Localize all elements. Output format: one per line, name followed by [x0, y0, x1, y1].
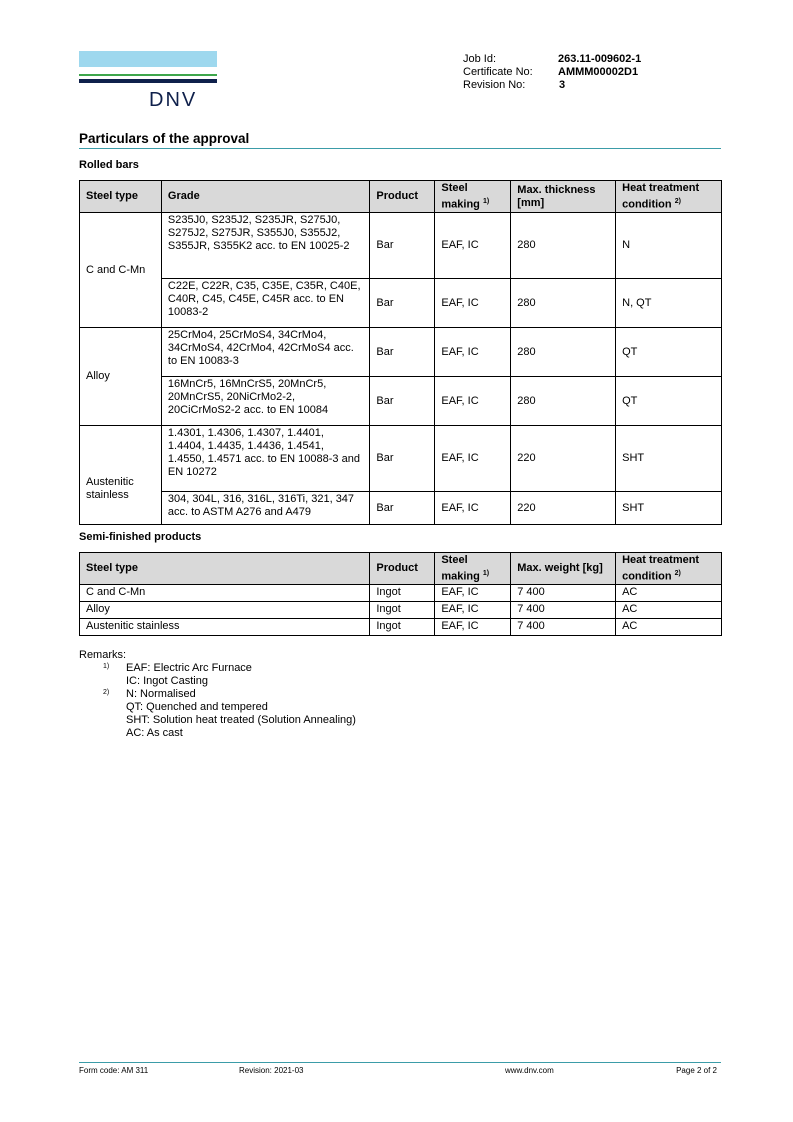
rolled-bars-title: Rolled bars: [79, 159, 139, 171]
certificate-header: [463, 53, 641, 92]
certificate-value: AMMM00002D1: [558, 66, 639, 78]
steel-type-cell: Alloy: [80, 328, 162, 426]
table-row: [80, 585, 722, 602]
remark-item: [79, 714, 356, 727]
max-weight-cell: 7 400: [511, 585, 616, 602]
remark-mark: [79, 701, 126, 714]
footer-revision: Revision: 2021-03: [239, 1066, 304, 1075]
remarks: [79, 649, 356, 740]
footer-form-code: Form code: AM 311: [79, 1066, 149, 1075]
table-row: [80, 426, 722, 492]
steel-type-cell: C and C-Mn: [80, 585, 370, 602]
product-cell: Bar: [370, 377, 435, 426]
table-row: [80, 619, 722, 636]
table-header-row: [80, 553, 722, 585]
max-thickness-cell: 280: [511, 377, 616, 426]
footnote-ref: 1): [482, 569, 490, 577]
steel-making-cell: EAF, IC: [435, 426, 511, 492]
remark-mark: [79, 727, 126, 740]
remark-mark: 1): [103, 663, 110, 670]
section-title: Particulars of the approval: [79, 131, 721, 149]
max-thickness-cell: 280: [511, 279, 616, 328]
steel-type-cell: C and C-Mn: [80, 213, 162, 328]
header-product: Product: [370, 553, 435, 585]
header-max-weight: Max. weight [kg]: [511, 553, 616, 585]
logo-bar-navy: [79, 79, 217, 83]
job-id-label: Job Id:: [463, 53, 497, 65]
product-cell: Ingot: [370, 585, 435, 602]
grade-cell: 16MnCr5, 16MnCrS5, 20MnCr5, 20MnCrS5, 20NiCrMo2-2, 20CiCrMoS2-2 acc. to EN 10084: [161, 377, 370, 426]
steel-making-cell: EAF, IC: [435, 213, 511, 279]
table-row: [80, 328, 722, 377]
page-footer: [79, 1062, 721, 1075]
revision-label: Revision No:: [463, 79, 526, 91]
max-weight-cell: 7 400: [511, 619, 616, 636]
header-steel-making-label: Steel making: [441, 181, 480, 211]
steel-making-cell: EAF, IC: [435, 492, 511, 525]
max-thickness-cell: 280: [511, 328, 616, 377]
max-thickness-cell: 220: [511, 426, 616, 492]
product-cell: Bar: [370, 492, 435, 525]
product-cell: Ingot: [370, 619, 435, 636]
semi-finished-title: Semi-finished products: [79, 531, 202, 543]
grade-cell: 1.4301, 1.4306, 1.4307, 1.4401, 1.4404, 1.4435, 1.4436, 1.4541, 1.4550, 1.4571 acc. to EN 10088-3 and EN 10272: [161, 426, 370, 492]
steel-making-cell: EAF, IC: [435, 619, 511, 636]
table-row: [80, 279, 722, 328]
logo-wordmark: DNV: [149, 89, 198, 111]
steel-type-cell: Austenitic stainless: [80, 619, 370, 636]
remark-text: N: Normalised: [126, 688, 196, 700]
heat-treatment-cell: AC: [616, 619, 722, 636]
remark-text: IC: Ingot Casting: [126, 675, 208, 687]
product-cell: Bar: [370, 426, 435, 492]
footnote-ref: 2): [674, 569, 681, 577]
heat-treatment-cell: N, QT: [616, 279, 722, 328]
header-heat-treatment: [616, 181, 722, 213]
revision-value: 3: [559, 79, 566, 91]
max-thickness-cell: 280: [511, 213, 616, 279]
table-row: [80, 377, 722, 426]
header-steel-type: Steel type: [80, 181, 162, 213]
heat-treatment-cell: QT: [616, 328, 722, 377]
footnote-ref: 2): [674, 197, 681, 205]
heat-treatment-cell: N: [616, 213, 722, 279]
job-id-row: [463, 53, 641, 66]
product-cell: Ingot: [370, 602, 435, 619]
revision-row: [463, 79, 641, 92]
max-thickness-cell: 220: [511, 492, 616, 525]
steel-making-cell: EAF, IC: [435, 328, 511, 377]
remark-item: [79, 662, 356, 675]
remark-item: [79, 701, 356, 714]
heat-treatment-cell: SHT: [616, 426, 722, 492]
footer-website[interactable]: www.dnv.com: [505, 1066, 554, 1075]
steel-making-cell: EAF, IC: [435, 585, 511, 602]
max-weight-cell: 7 400: [511, 602, 616, 619]
steel-making-cell: EAF, IC: [435, 377, 511, 426]
remark-text: AC: As cast: [126, 727, 183, 739]
header-steel-making: [435, 553, 511, 585]
remark-text: EAF: Electric Arc Furnace: [126, 662, 252, 674]
dnv-logo: [79, 51, 217, 111]
header-steel-type: Steel type: [80, 553, 370, 585]
header-heat-treatment-label: Heat treatment condition: [622, 553, 700, 583]
product-cell: Bar: [370, 279, 435, 328]
header-heat-treatment-label: Heat treatment condition: [622, 181, 700, 211]
grade-cell: 25CrMo4, 25CrMoS4, 34CrMo4, 34CrMoS4, 42CrMo4, 42CrMoS4 acc. to EN 10083-3: [161, 328, 370, 377]
table-row: [80, 602, 722, 619]
logo-bar-light: [79, 51, 217, 67]
grade-cell: S235J0, S235J2, S235JR, S275J0, S275J2, S275JR, S355J0, S355J2, S355JR, S355K2 acc. to EN 10025-2: [161, 213, 370, 279]
certificate-row: [463, 66, 641, 79]
remark-item: [79, 688, 356, 701]
remark-mark: 2): [103, 689, 110, 696]
remark-item: [79, 675, 356, 688]
remark-item: [79, 727, 356, 740]
footer-page-number: Page 2 of 2: [676, 1066, 717, 1075]
grade-cell: 304, 304L, 316, 316L, 316Ti, 321, 347 acc. to ASTM A276 and A479: [161, 492, 370, 525]
remark-mark: [79, 714, 126, 727]
grade-cell: C22E, C22R, C35, C35E, C35R, C40E, C40R, C45, C45E, C45R acc. to EN 10083-2: [161, 279, 370, 328]
steel-type-cell: Alloy: [80, 602, 370, 619]
header-max-thickness: Max. thickness [mm]: [511, 181, 616, 213]
rolled-bars-table: [79, 180, 722, 525]
heat-treatment-cell: AC: [616, 585, 722, 602]
header-heat-treatment: [616, 553, 722, 585]
table-header-row: [80, 181, 722, 213]
product-cell: Bar: [370, 328, 435, 377]
remark-text: SHT: Solution heat treated (Solution Annealing): [126, 714, 356, 726]
heat-treatment-cell: SHT: [616, 492, 722, 525]
steel-making-cell: EAF, IC: [435, 602, 511, 619]
footnote-ref: 1): [482, 197, 490, 205]
header-steel-making: [435, 181, 511, 213]
heat-treatment-cell: AC: [616, 602, 722, 619]
remark-text: QT: Quenched and tempered: [126, 701, 268, 713]
job-id-value: 263.11-009602-1: [558, 53, 642, 65]
product-cell: Bar: [370, 213, 435, 279]
steel-type-cell: Austenitic stainless: [80, 426, 162, 525]
header-product: Product: [370, 181, 435, 213]
header-grade: Grade: [161, 181, 370, 213]
remark-mark: [79, 675, 126, 688]
remarks-title: Remarks:: [79, 649, 127, 661]
certificate-label: Certificate No:: [463, 66, 533, 78]
semi-finished-table: [79, 552, 722, 636]
steel-making-cell: EAF, IC: [435, 279, 511, 328]
heat-treatment-cell: QT: [616, 377, 722, 426]
table-row: [80, 492, 722, 525]
logo-bar-green: [79, 74, 217, 76]
header-steel-making-label: Steel making: [441, 553, 480, 583]
table-row: [80, 213, 722, 279]
